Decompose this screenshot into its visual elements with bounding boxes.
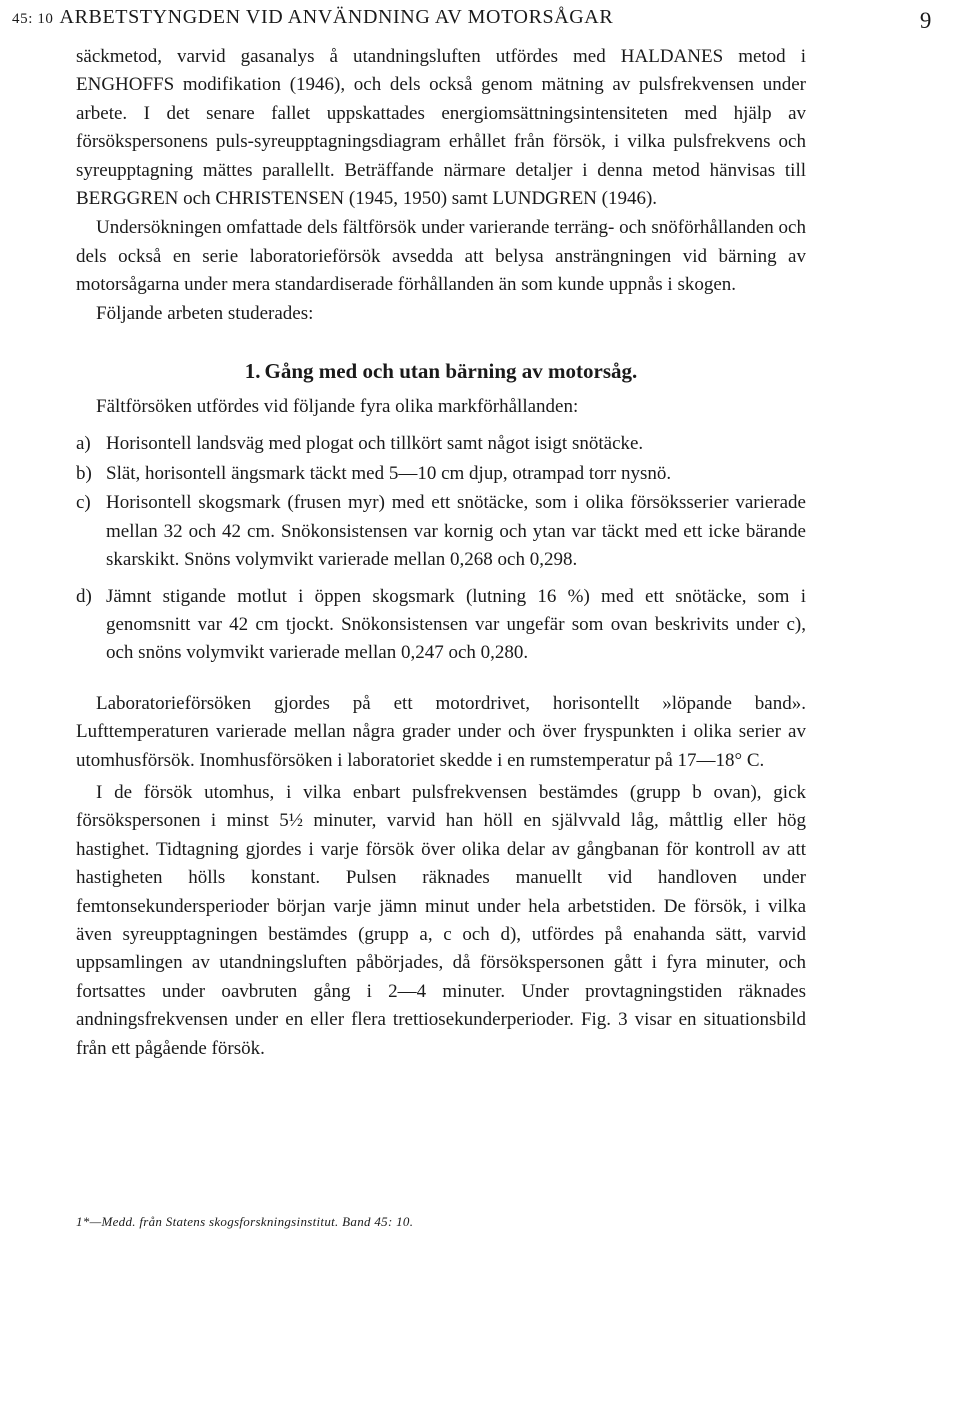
paragraph-scope: Undersökningen omfattade dels fältförsök under varierande terräng- och snöförhållanden och dels också en serie laboratorieförsök avsedda att belysa ansträngningen vid bärning av motorsågarna under mera standardiserade förhållanden än som kunde uppnås i skogen. xyxy=(76,217,806,296)
list-marker: c) xyxy=(76,492,91,514)
paragraph-studied-works: Följande arbeten studerades: xyxy=(96,302,314,324)
list-item-text: Jämnt stigande motlut i öppen skogsmark (lutning 16 %) med ett snötäcke, som i genomsnitt var 42 cm tjockt. Snökonsistensen var ungefär som ovan beskrivits under c), och snöns volymvikt varierade mellan 0,247 och 0,280. xyxy=(106,585,806,664)
section-heading xyxy=(76,356,806,386)
page-number: 9 xyxy=(919,8,932,33)
list-item xyxy=(76,583,806,668)
conditions-list xyxy=(76,430,806,667)
paragraph-laboratory: Laboratorieförsöken gjordes på ett motordrivet, horisontellt »löpande band». Lufttemperaturen varierade mellan några grader under och över fryspunkten i olika serier av utomhusförsök. Inomhusförsöken i laboratoriet skedde i en rumstemperatur på 17—18° C. xyxy=(76,692,806,771)
section-number: 1. xyxy=(244,359,261,384)
list-marker: a) xyxy=(76,433,91,455)
paragraph-method: säckmetod, varvid gasanalys å utandningsluften utfördes med HALDANES metod i ENGHOFFS modifikation (1946), och dels också genom mätning av pulsfrekvensen under arbete. I det senare fallet uppskattades energiomsättningsintensiteten med hjälp av försökspersonens puls-syreupptagningsdiagram erhållet från försök, i vilka pulsfrekvens och syreupptagning mättes parallellt. Beträffande närmare detaljer i denna metod hänvisas till BERGGREN och CHRISTENSEN (1945, 1950) samt LUNDGREN (1946). xyxy=(76,46,806,210)
list-item-text: Horisontell skogsmark (frusen myr) med ett snötäcke, som i olika försöksserier varierade mellan 32 och 42 cm. Snökonsistensen var kornig och ytan var täckt med ett icke bärande skarskikt. Snöns volymvikt varierade mellan 0,268 och 0,298. xyxy=(106,492,806,571)
list-item xyxy=(76,430,806,458)
footnote: 1*—Medd. från Statens skogsforskningsinstitut. Band 45: 10. xyxy=(76,1214,414,1229)
list-item-text: Slät, horisontell ängsmark täckt med 5—10 cm djup, otrampad torr nysnö. xyxy=(106,462,672,484)
list-marker: b) xyxy=(76,462,92,484)
list-item-text: Horisontell landsväg med plogat och tillkört samt något isigt snötäcke. xyxy=(106,433,644,455)
volume-reference: 45: 10 xyxy=(12,11,54,27)
running-head xyxy=(12,2,942,32)
body-text xyxy=(76,43,806,1063)
list-item xyxy=(76,489,806,574)
paragraph-outdoor-procedure: I de försök utomhus, i vilka enbart pulsfrekvensen bestämdes (grupp b ovan), gick försökspersonen i minst 5½ minuter, varvid han höll en självvald låg, måttlig eller hög hastighet. Tidtagning gjordes i varje försök över olika delar av gångbanan för kontroll av att hastigheten hölls konstant. Pulsen räknades manuellt vid handloven under femtonsekundersperioder början varje jämn minut under hela arbetstiden. De försök, i vilka även syreupptagningen bestämdes (grupp a, c och d), utfördes på enahanda sätt, varvid uppsamlingen av utandningsluften påbörjades, då försökspersonen gått i fyra minuter, och fortsattes under oavbruten gång i 2—4 minuter. Under provtagningstiden räknades andningsfrekvensen under en eller flera trettiosekunderperioder. Fig. 3 visar en situationsbild från ett pågående försök. xyxy=(76,781,806,1059)
list-marker: d) xyxy=(76,585,92,607)
section-title: Gång med och utan bärning av motorsåg. xyxy=(264,359,638,384)
list-item xyxy=(76,460,806,488)
running-title: ARBETSTYNGDEN VID ANVÄNDNING AV MOTORSÅGAR xyxy=(59,6,614,28)
paragraph-field-tests: Fältförsöken utfördes vid följande fyra olika markförhållanden: xyxy=(96,396,579,418)
